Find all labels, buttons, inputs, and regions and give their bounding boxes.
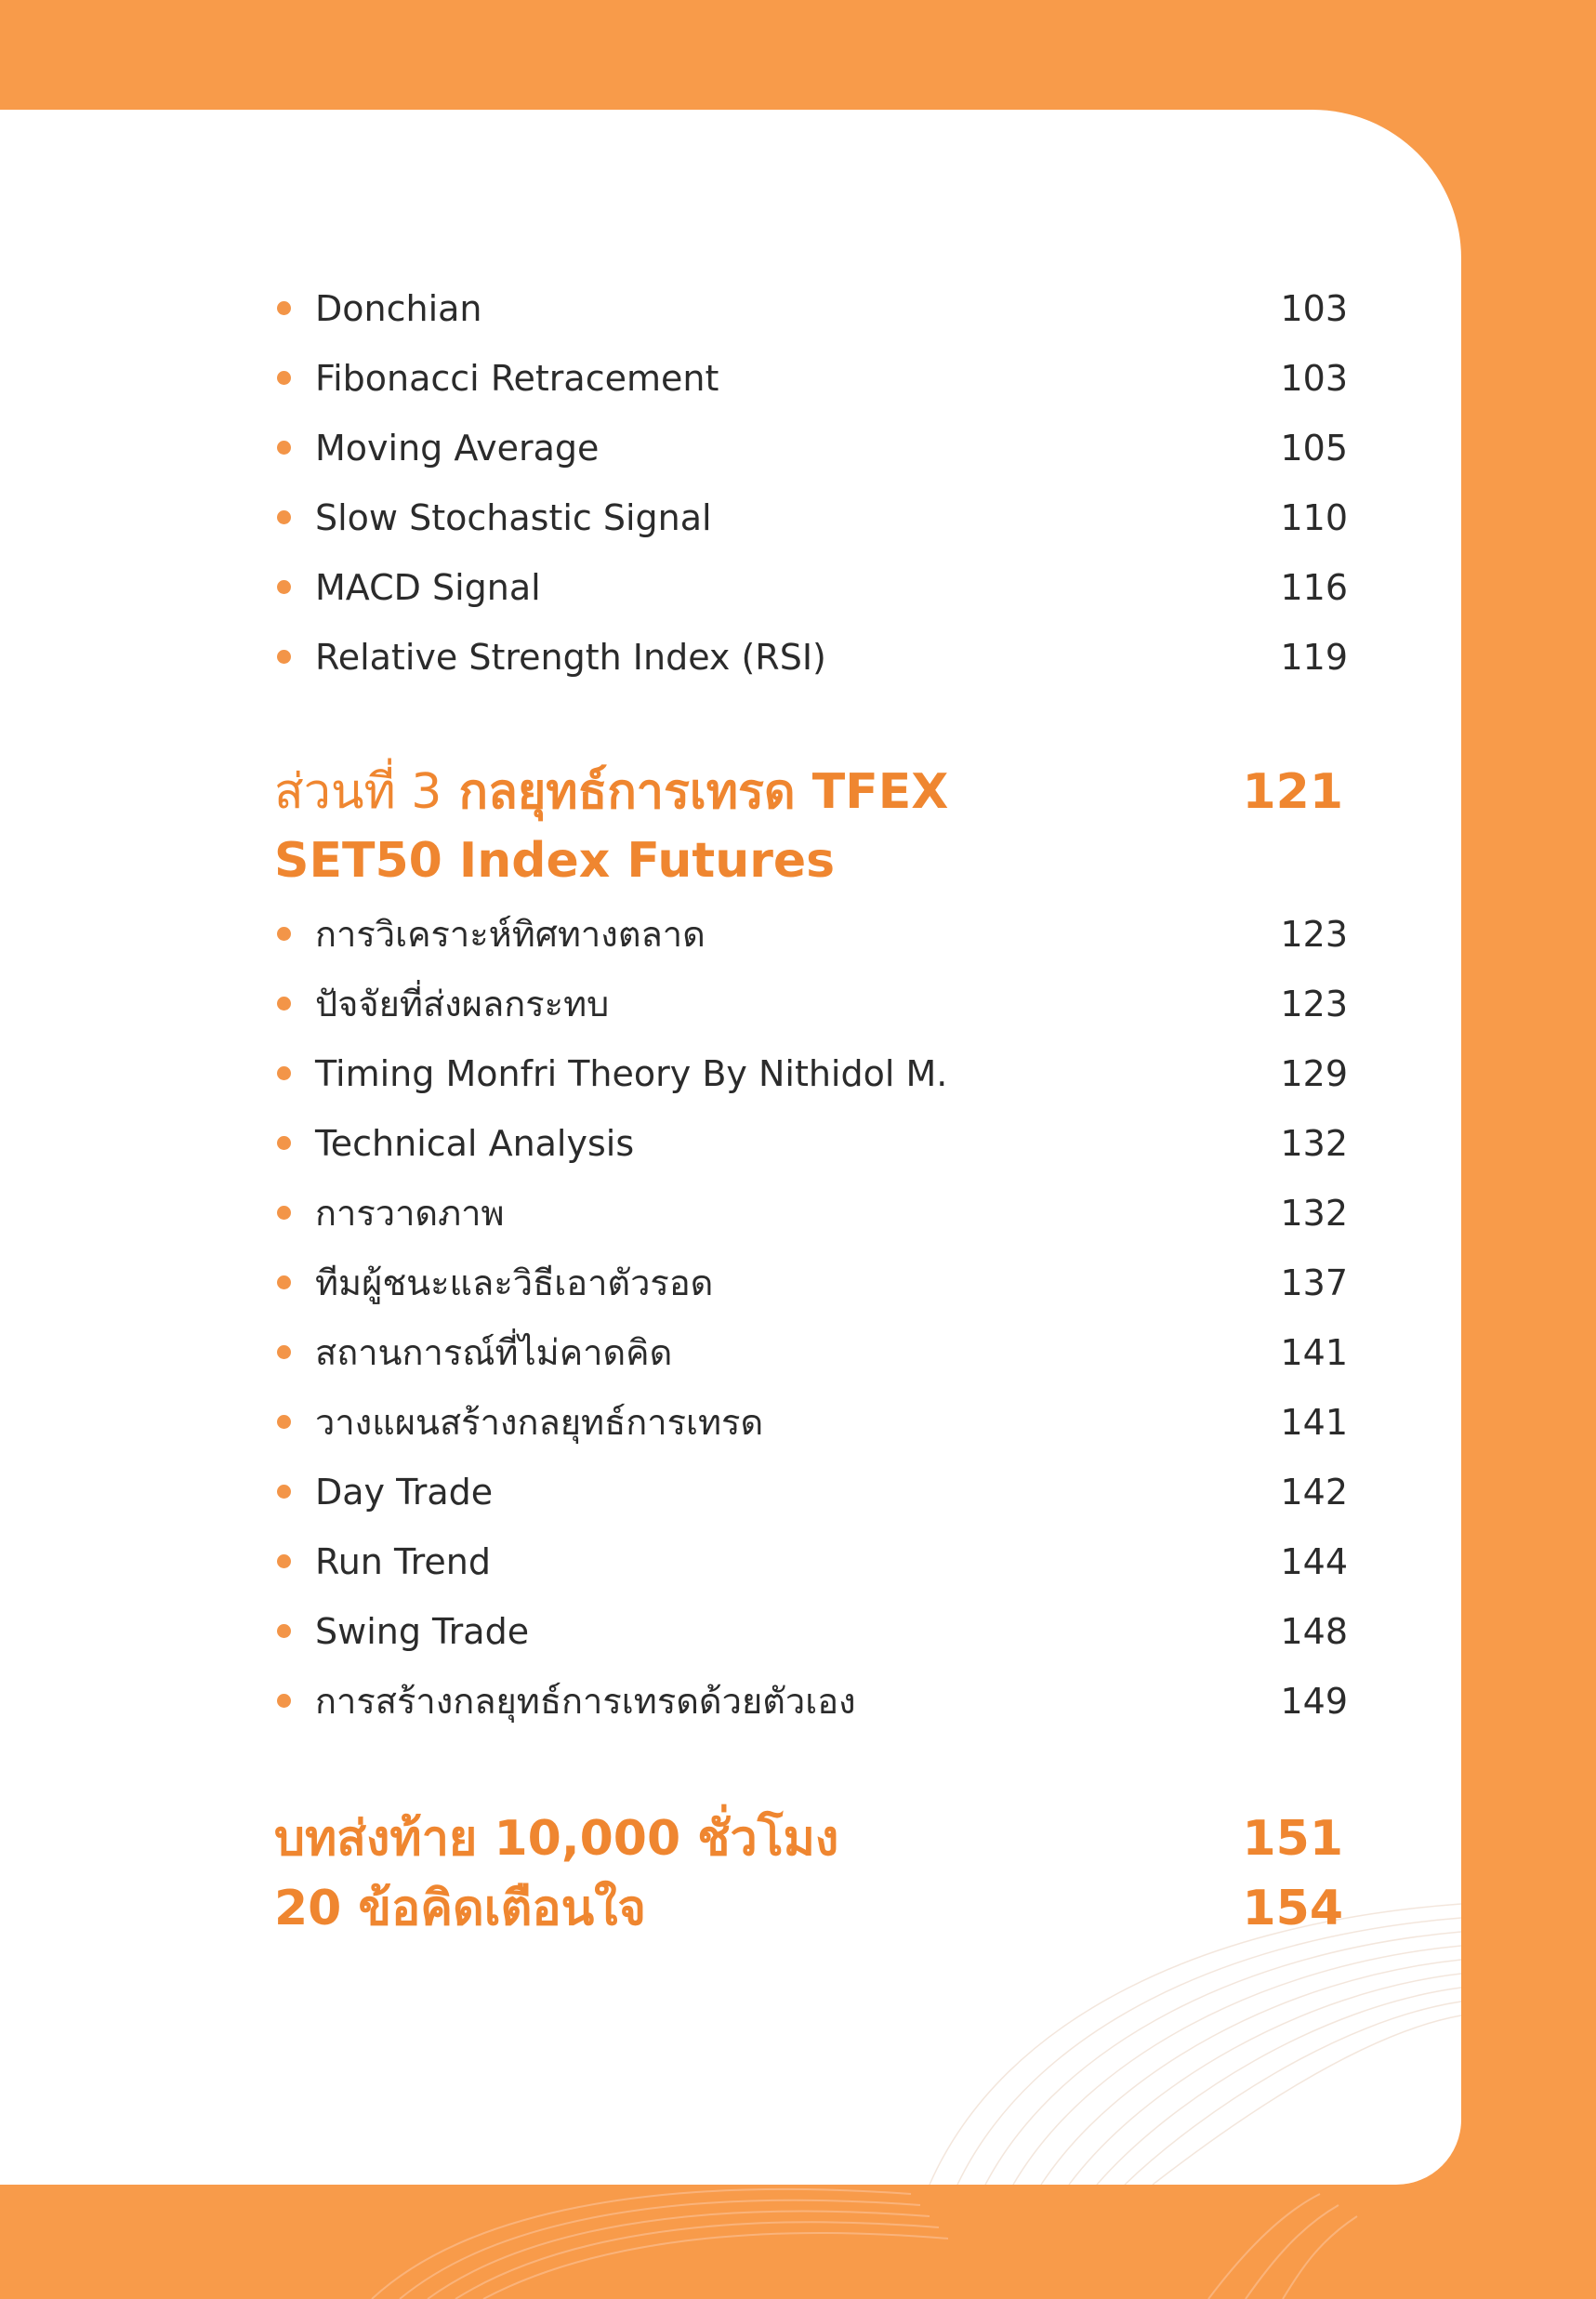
toc-item[interactable] bbox=[274, 490, 1348, 546]
section-number: ส่วนที่ 3 bbox=[274, 764, 442, 820]
toc-item-page: 110 bbox=[1280, 497, 1348, 538]
bullet-icon bbox=[277, 301, 291, 315]
toc-item-page: 148 bbox=[1280, 1611, 1348, 1652]
bullet-icon bbox=[277, 1694, 291, 1708]
toc-item-label: การวาดภาพ bbox=[315, 1193, 505, 1234]
toc-item[interactable] bbox=[274, 1255, 1348, 1311]
toc-item-label: MACD Signal bbox=[315, 567, 541, 608]
closing-page: 151 bbox=[1242, 1811, 1343, 1867]
toc-item-label: ทีมผู้ชนะและวิธีเอาตัวรอด bbox=[315, 1262, 714, 1303]
toc-item[interactable] bbox=[274, 560, 1348, 615]
toc-item-label: การสร้างกลยุทธ์การเทรดด้วยตัวเอง bbox=[315, 1681, 856, 1722]
toc-item-page: 105 bbox=[1280, 428, 1348, 469]
closing-label: 20 ข้อคิดเตือนใจ bbox=[274, 1881, 646, 1936]
bullet-icon bbox=[277, 441, 291, 455]
toc-item[interactable] bbox=[274, 906, 1348, 962]
toc-item-page: 103 bbox=[1280, 288, 1348, 329]
toc-item[interactable] bbox=[274, 1604, 1348, 1659]
toc-item[interactable] bbox=[274, 420, 1348, 476]
toc-item-page: 116 bbox=[1280, 567, 1348, 608]
bullet-icon bbox=[277, 1206, 291, 1220]
section-title bbox=[274, 758, 948, 826]
toc-item-label: Relative Strength Index (RSI) bbox=[315, 637, 826, 678]
bullet-icon bbox=[277, 1554, 291, 1568]
bullet-icon bbox=[277, 1415, 291, 1429]
bullet-icon bbox=[277, 1066, 291, 1080]
toc-item[interactable] bbox=[274, 1534, 1348, 1590]
toc-closing-item[interactable] bbox=[274, 1873, 1348, 1944]
toc-item[interactable] bbox=[274, 1394, 1348, 1450]
bullet-icon bbox=[277, 997, 291, 1011]
toc-item[interactable] bbox=[274, 1673, 1348, 1729]
toc-item-page: 103 bbox=[1280, 358, 1348, 399]
bullet-icon bbox=[277, 927, 291, 941]
section-subtitle: SET50 Index Futures bbox=[274, 833, 836, 889]
toc-item-label: วางแผนสร้างกลยุทธ์การเทรด bbox=[315, 1402, 764, 1443]
bullet-icon bbox=[277, 1624, 291, 1638]
toc-item[interactable] bbox=[274, 629, 1348, 685]
toc-item[interactable] bbox=[274, 1464, 1348, 1520]
bullet-icon bbox=[277, 1275, 291, 1289]
toc-item-label: Technical Analysis bbox=[315, 1123, 635, 1164]
toc-item[interactable] bbox=[274, 1046, 1348, 1102]
toc-item-page: 137 bbox=[1280, 1262, 1348, 1303]
toc-item-page: 132 bbox=[1280, 1193, 1348, 1234]
toc-item-page: 123 bbox=[1280, 914, 1348, 955]
toc-item-label: การวิเคราะห์ทิศทางตลาด bbox=[315, 914, 706, 955]
toc-item-page: 144 bbox=[1280, 1541, 1348, 1582]
closing-page: 154 bbox=[1242, 1881, 1343, 1936]
toc-item-label: Day Trade bbox=[315, 1472, 494, 1513]
toc-item-page: 142 bbox=[1280, 1472, 1348, 1513]
closing-label: บทส่งท้าย 10,000 ชั่วโมง bbox=[274, 1811, 839, 1867]
toc-item-label: Slow Stochastic Signal bbox=[315, 497, 712, 538]
toc-item-label: Timing Monfri Theory By Nithidol M. bbox=[315, 1053, 948, 1094]
bullet-icon bbox=[277, 650, 291, 664]
toc-item[interactable] bbox=[274, 976, 1348, 1032]
bullet-icon bbox=[277, 510, 291, 524]
bullet-icon bbox=[277, 1345, 291, 1359]
toc-item-label: Run Trend bbox=[315, 1541, 491, 1582]
toc-item-label: สถานการณ์ที่ไม่คาดคิด bbox=[315, 1332, 673, 1373]
bullet-icon bbox=[277, 371, 291, 385]
toc-item[interactable] bbox=[274, 350, 1348, 406]
toc-item-label: Donchian bbox=[315, 288, 482, 329]
toc-item-page: 141 bbox=[1280, 1402, 1348, 1443]
toc-item[interactable] bbox=[274, 1116, 1348, 1171]
toc-item-label: Fibonacci Retracement bbox=[315, 358, 719, 399]
toc-item[interactable] bbox=[274, 1325, 1348, 1381]
toc-item-label: Swing Trade bbox=[315, 1611, 530, 1652]
toc-item-page: 123 bbox=[1280, 984, 1348, 1024]
toc-item-label: ปัจจัยที่ส่งผลกระทบ bbox=[315, 984, 610, 1024]
toc-closing-item[interactable] bbox=[274, 1804, 1348, 1874]
toc-item[interactable] bbox=[274, 281, 1348, 337]
toc-item[interactable] bbox=[274, 1185, 1348, 1241]
bullet-icon bbox=[277, 1485, 291, 1499]
bullet-icon bbox=[277, 580, 291, 594]
section-page: 121 bbox=[1242, 764, 1343, 820]
bullet-icon bbox=[277, 1136, 291, 1150]
toc-item-page: 129 bbox=[1280, 1053, 1348, 1094]
toc-item-page: 141 bbox=[1280, 1332, 1348, 1373]
section-title-text: กลยุทธ์การเทรด TFEX bbox=[458, 764, 949, 820]
toc-item-page: 119 bbox=[1280, 637, 1348, 678]
toc-item-label: Moving Average bbox=[315, 428, 600, 469]
toc-item-page: 132 bbox=[1280, 1123, 1348, 1164]
toc-item-page: 149 bbox=[1280, 1681, 1348, 1722]
